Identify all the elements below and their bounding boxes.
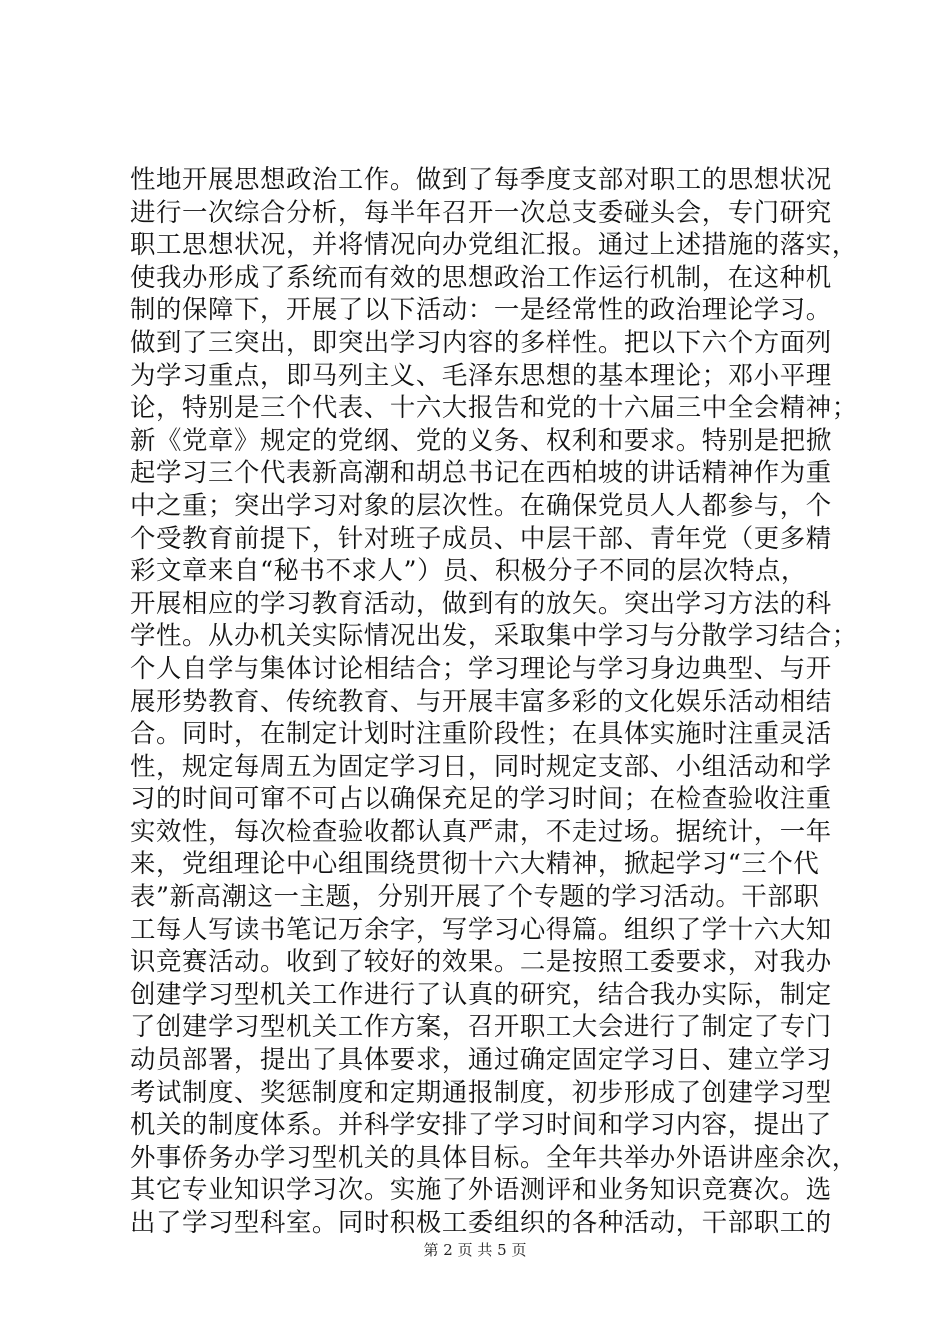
- text-line: 进行一次综合分析，每半年召开一次总支委碰头会，专门研究: [130, 196, 832, 227]
- text-line: 表”新高潮这一主题，分别开展了个专题的学习活动。干部职: [130, 881, 820, 912]
- page-footer: 第 2 页 共 5 页: [423, 1241, 527, 1259]
- body-text: [130, 163, 858, 1239]
- text-line: 使我办形成了系统而有效的思想政治工作运行机制，在这种机: [130, 261, 832, 292]
- text-line: 学性。从办机关实际情况出发，采取集中学习与分散学习结合；: [130, 620, 858, 651]
- text-line: 做到了三突出，即突出学习内容的多样性。把以下六个方面列: [130, 326, 832, 357]
- text-line: 其它专业知识学习次。实施了外语测评和业务知识竞赛次。选: [130, 1174, 832, 1205]
- text-line: 机关的制度体系。并科学安排了学习时间和学习内容，提出了: [130, 1109, 832, 1140]
- text-line: 工每人写读书笔记万余字，写学习心得篇。组织了学十六大知: [130, 913, 832, 944]
- text-line: 性，规定每周五为固定学习日，同时规定支部、小组活动和学: [130, 750, 832, 781]
- text-line: 新《党章》规定的党纲、党的义务、权利和要求。特别是把掀: [130, 424, 832, 455]
- text-line: 开展相应的学习教育活动，做到有的放矢。突出学习方法的科: [130, 587, 832, 618]
- text-line: 合。同时，在制定计划时注重阶段性；在具体实施时注重灵活: [130, 718, 832, 749]
- text-line: 动员部署，提出了具体要求，通过确定固定学习日、建立学习: [130, 1044, 832, 1075]
- text-line: 出了学习型科室。同时积极工委组织的各种活动，干部职工的: [130, 1207, 832, 1237]
- text-line: 习的时间可窜不可占以确保充足的学习时间；在检查验收注重: [130, 783, 832, 814]
- text-line: 制的保障下，开展了以下活动：一是经常性的政治理论学习。: [130, 294, 832, 325]
- text-line: 考试制度、奖惩制度和定期通报制度，初步形成了创建学习型: [130, 1076, 832, 1107]
- text-line: 展形势教育、传统教育、与开展丰富多彩的文化娱乐活动相结: [130, 685, 832, 716]
- text-line: 为学习重点，即马列主义、毛泽东思想的基本理论；邓小平理: [130, 359, 832, 390]
- text-line: 中之重；突出学习对象的层次性。在确保党员人人都参与，个: [130, 489, 832, 520]
- text-line: 彩文章来自“秘书不求人”）员、积极分子不同的层次特点，: [130, 555, 807, 586]
- text-line: 实效性，每次检查验收都认真严肃，不走过场。据统计，一年: [130, 815, 832, 846]
- text-line: 来，党组理论中心组围绕贯彻十六大精神，掀起学习“三个代: [130, 848, 820, 879]
- text-line: 性地开展思想政治工作。做到了每季度支部对职工的思想状况: [130, 164, 832, 194]
- text-line: 个受教育前提下，针对班子成员、中层干部、青年党（更多精: [130, 522, 832, 553]
- text-line: 个人自学与集体讨论相结合；学习理论与学习身边典型、与开: [130, 652, 832, 683]
- text-line: 职工思想状况，并将情况向办党组汇报。通过上述措施的落实，: [130, 229, 858, 260]
- text-line: 起学习三个代表新高潮和胡总书记在西柏坡的讲话精神作为重: [130, 457, 832, 488]
- text-line: 论，特别是三个代表、十六大报告和党的十六届三中全会精神；: [130, 392, 858, 423]
- text-line: 外事侨务办学习型机关的具体目标。全年共举办外语讲座余次，: [130, 1141, 858, 1172]
- text-line: 识竞赛活动。收到了较好的效果。二是按照工委要求，对我办: [130, 946, 832, 977]
- text-line: 了创建学习型机关工作方案，召开职工大会进行了制定了专门: [130, 1011, 832, 1042]
- text-line: 创建学习型机关工作进行了认真的研究，结合我办实际，制定: [130, 978, 832, 1009]
